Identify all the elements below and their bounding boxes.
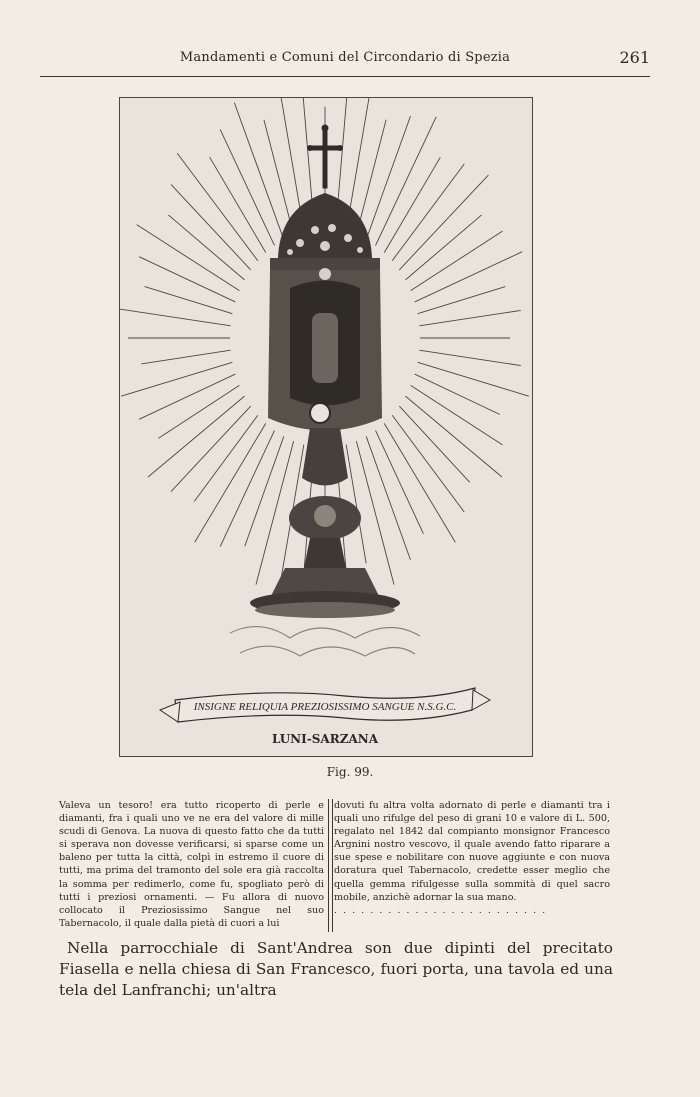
ray-line: [145, 287, 233, 314]
ray-line: [419, 310, 520, 325]
page-number: 261: [619, 48, 650, 67]
ray-line: [384, 423, 455, 542]
ray-line: [419, 350, 520, 365]
ray-line: [264, 120, 294, 235]
reliquary-plate: [119, 97, 533, 757]
ray-line: [411, 231, 503, 290]
cloud-drapery: [230, 627, 420, 656]
note-column-right-text: dovuti fu altra volta adornato di perle e diamanti tra i quali uno rifulge del peso di grani 10 e valore di L. 500, regalato nel 1842 dal compianto monsignor Francesco Argnini nostro vescovo, il quale avendo fatto riparare a sue spese e nobilitare con nuove aggiunte e con nuova doratura quel Tabernacolo, credette esser meglio che quella gemma rifulgesse sulla sommità di quel sacro mobile, anzichè adornar la sua mano.: [334, 800, 610, 903]
header-rule: [40, 76, 650, 77]
running-title: Mandamenti e Comuni del Circondario di Spezia: [179, 50, 511, 65]
note-column-left: Valeva un tesoro! era tutto ricoperto di perle e diamanti, fra i quali uno ve ne era del valore di mille scudi di Genova. La nuova di questo fatto che da tutti si sperava non dovesse verificarsi, si sparse come un baleno per tutta la città, colpì in estremo il cuore di tutti, ma prima del tramonto del sole era già raccolta la somma per redimerlo, come fu, spogliato però di tutti i preziosi ornamenti. — Fu allora di nuovo collocato il Preziosissimo Sangue nel suo Tabernacolo, il quale dalla pietà di cuori a lui: [59, 800, 324, 929]
ray-line: [234, 103, 283, 240]
ray-line: [141, 350, 230, 364]
ray-line: [210, 157, 266, 252]
ray-line: [415, 252, 523, 302]
ray-line: [415, 374, 500, 414]
reliquary-stem: [302, 428, 348, 486]
ray-line: [399, 175, 488, 270]
ray-line: [376, 117, 437, 246]
ray-line: [418, 287, 506, 314]
ray-line: [384, 157, 440, 252]
ray-line: [121, 362, 232, 396]
ray-line: [356, 120, 386, 235]
dotted-leader: ........................: [334, 904, 552, 916]
ray-line: [220, 431, 274, 547]
ray-line: [220, 129, 274, 245]
ray-line: [366, 436, 410, 559]
ray-line: [139, 257, 235, 302]
ray-line: [168, 215, 244, 280]
note-column-right: [334, 799, 610, 917]
cross-finial: [308, 125, 343, 188]
ray-line: [194, 415, 258, 501]
ray-line: [158, 385, 239, 438]
ray-line: [399, 406, 469, 482]
ray-line: [137, 225, 240, 291]
footnote-columns: [59, 799, 615, 932]
ray-line: [120, 309, 231, 326]
ray-line: [405, 215, 481, 280]
place-label: LUNI-SARZANA: [271, 732, 379, 746]
ray-line: [177, 153, 258, 260]
figure-caption: Fig. 99.: [326, 765, 374, 779]
ray-line: [366, 116, 410, 239]
main-paragraph: Nella parrocchiale di Sant'Andrea son due dipinti del precitato Fiasella e nella chiesa di San Francesco, fuori porta, una tavola ed una tela del Lanfranchi; un'altra: [59, 939, 613, 999]
inscription-banner: [160, 688, 490, 722]
ray-line: [139, 374, 235, 419]
column-divider: [328, 799, 333, 932]
banner-inscription: INSIGNE RELIQUIA PREZIOSISSIMO SANGUE N.S.G.C.: [193, 701, 457, 713]
running-head: [40, 50, 650, 72]
ray-line: [418, 362, 529, 396]
reliquary-engraving: [120, 98, 532, 756]
